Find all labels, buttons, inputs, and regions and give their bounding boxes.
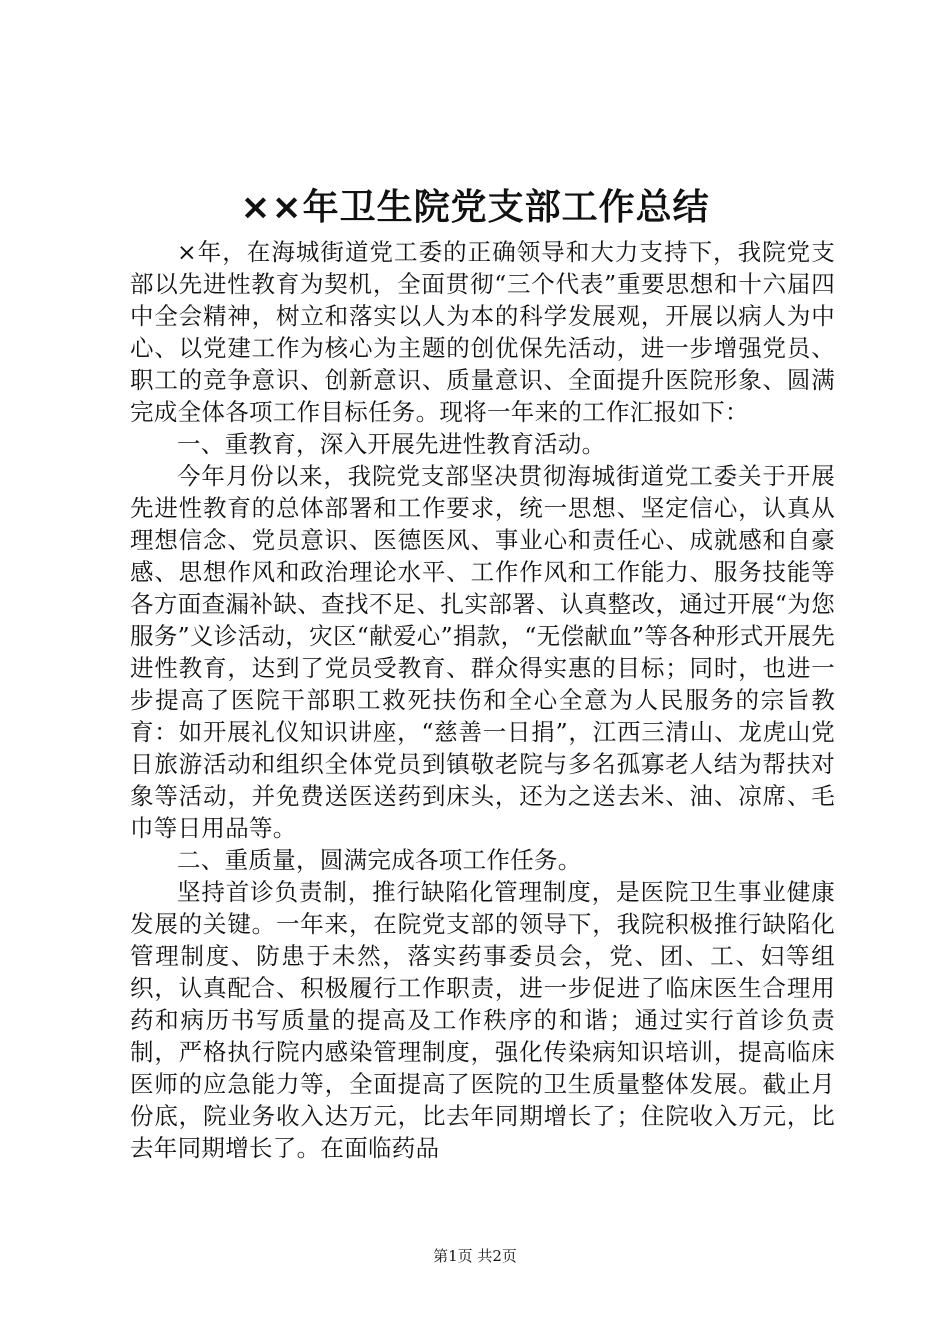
paragraph-quality: 坚持首诊负责制，推行缺陷化管理制度，是医院卫生事业健康发展的关键。一年来，在院党支部的领导下，我院积极推行缺陷化管理制度、防患于未然，落实药事委员会，党、团、工、妇等组织，认真配合、积极履行工作职责，进一步促进了临床医生合理用药和病历书写质量的提高及工作秩序的和谐；通过实行首诊负责制，严格执行院内感染管理制度，强化传染病知识培训，提高临床医师的应急能力等，全面提高了医院的卫生质量整体发展。截止月份底，院业务收入达万元，比去年同期增长了；住院收入万元，比去年同期增长了。在面临药品 [130,878,835,1162]
page-footer: 第1页 共2页 [433,1247,517,1265]
section-heading-1: 一、重教育，深入开展先进性教育活动。 [177,430,606,458]
document-body [130,236,835,1164]
paragraph-intro: ×年，在海城街道党工委的正确领导和大力支持下，我院党支部以先进性教育为契机，全面贯彻“三个代表”重要思想和十六届四中全会精神，树立和落实以人为本的科学发展观，开展以病人为中心、以党建工作为核心为主题的创优保先活动，进一步增强党员、职工的竞争意识、创新意识、质量意识、全面提升医院形象、圆满完成全体各项工作目标任务。现将一年来的工作汇报如下： [130,238,835,426]
paragraph-education: 今年月份以来，我院党支部坚决贯彻海城街道党工委关于开展先进性教育的总体部署和工作要求，统一思想、坚定信心，认真从理想信念、党员意识、医德医风、事业心和责任心、成就感和自豪感、思想作风和政治理论水平、工作作风和工作能力、服务技能等各方面查漏补缺、查找不足、扎实部署、认真整改，通过开展“为您服务”义诊活动，灾区“献爱心”捐款，“无偿献血”等各种形式开展先进性教育，达到了党员受教育、群众得实惠的目标；同时，也进一步提高了医院干部职工救死扶伤和全心全意为人民服务的宗旨教育：如开展礼仪知识讲座，“慈善一日捐”，江西三清山、龙虎山党日旅游活动和组织全体党员到镇敬老院与多名孤寡老人结为帮扶对象等活动，并免费送医送药到床头，还为之送去米、油、凉席、毛巾等日用品等。 [130,462,835,842]
document-title: ××年卫生院党支部工作总结 [240,187,710,228]
section-heading-2: 二、重质量，圆满完成各项工作任务。 [177,846,582,874]
